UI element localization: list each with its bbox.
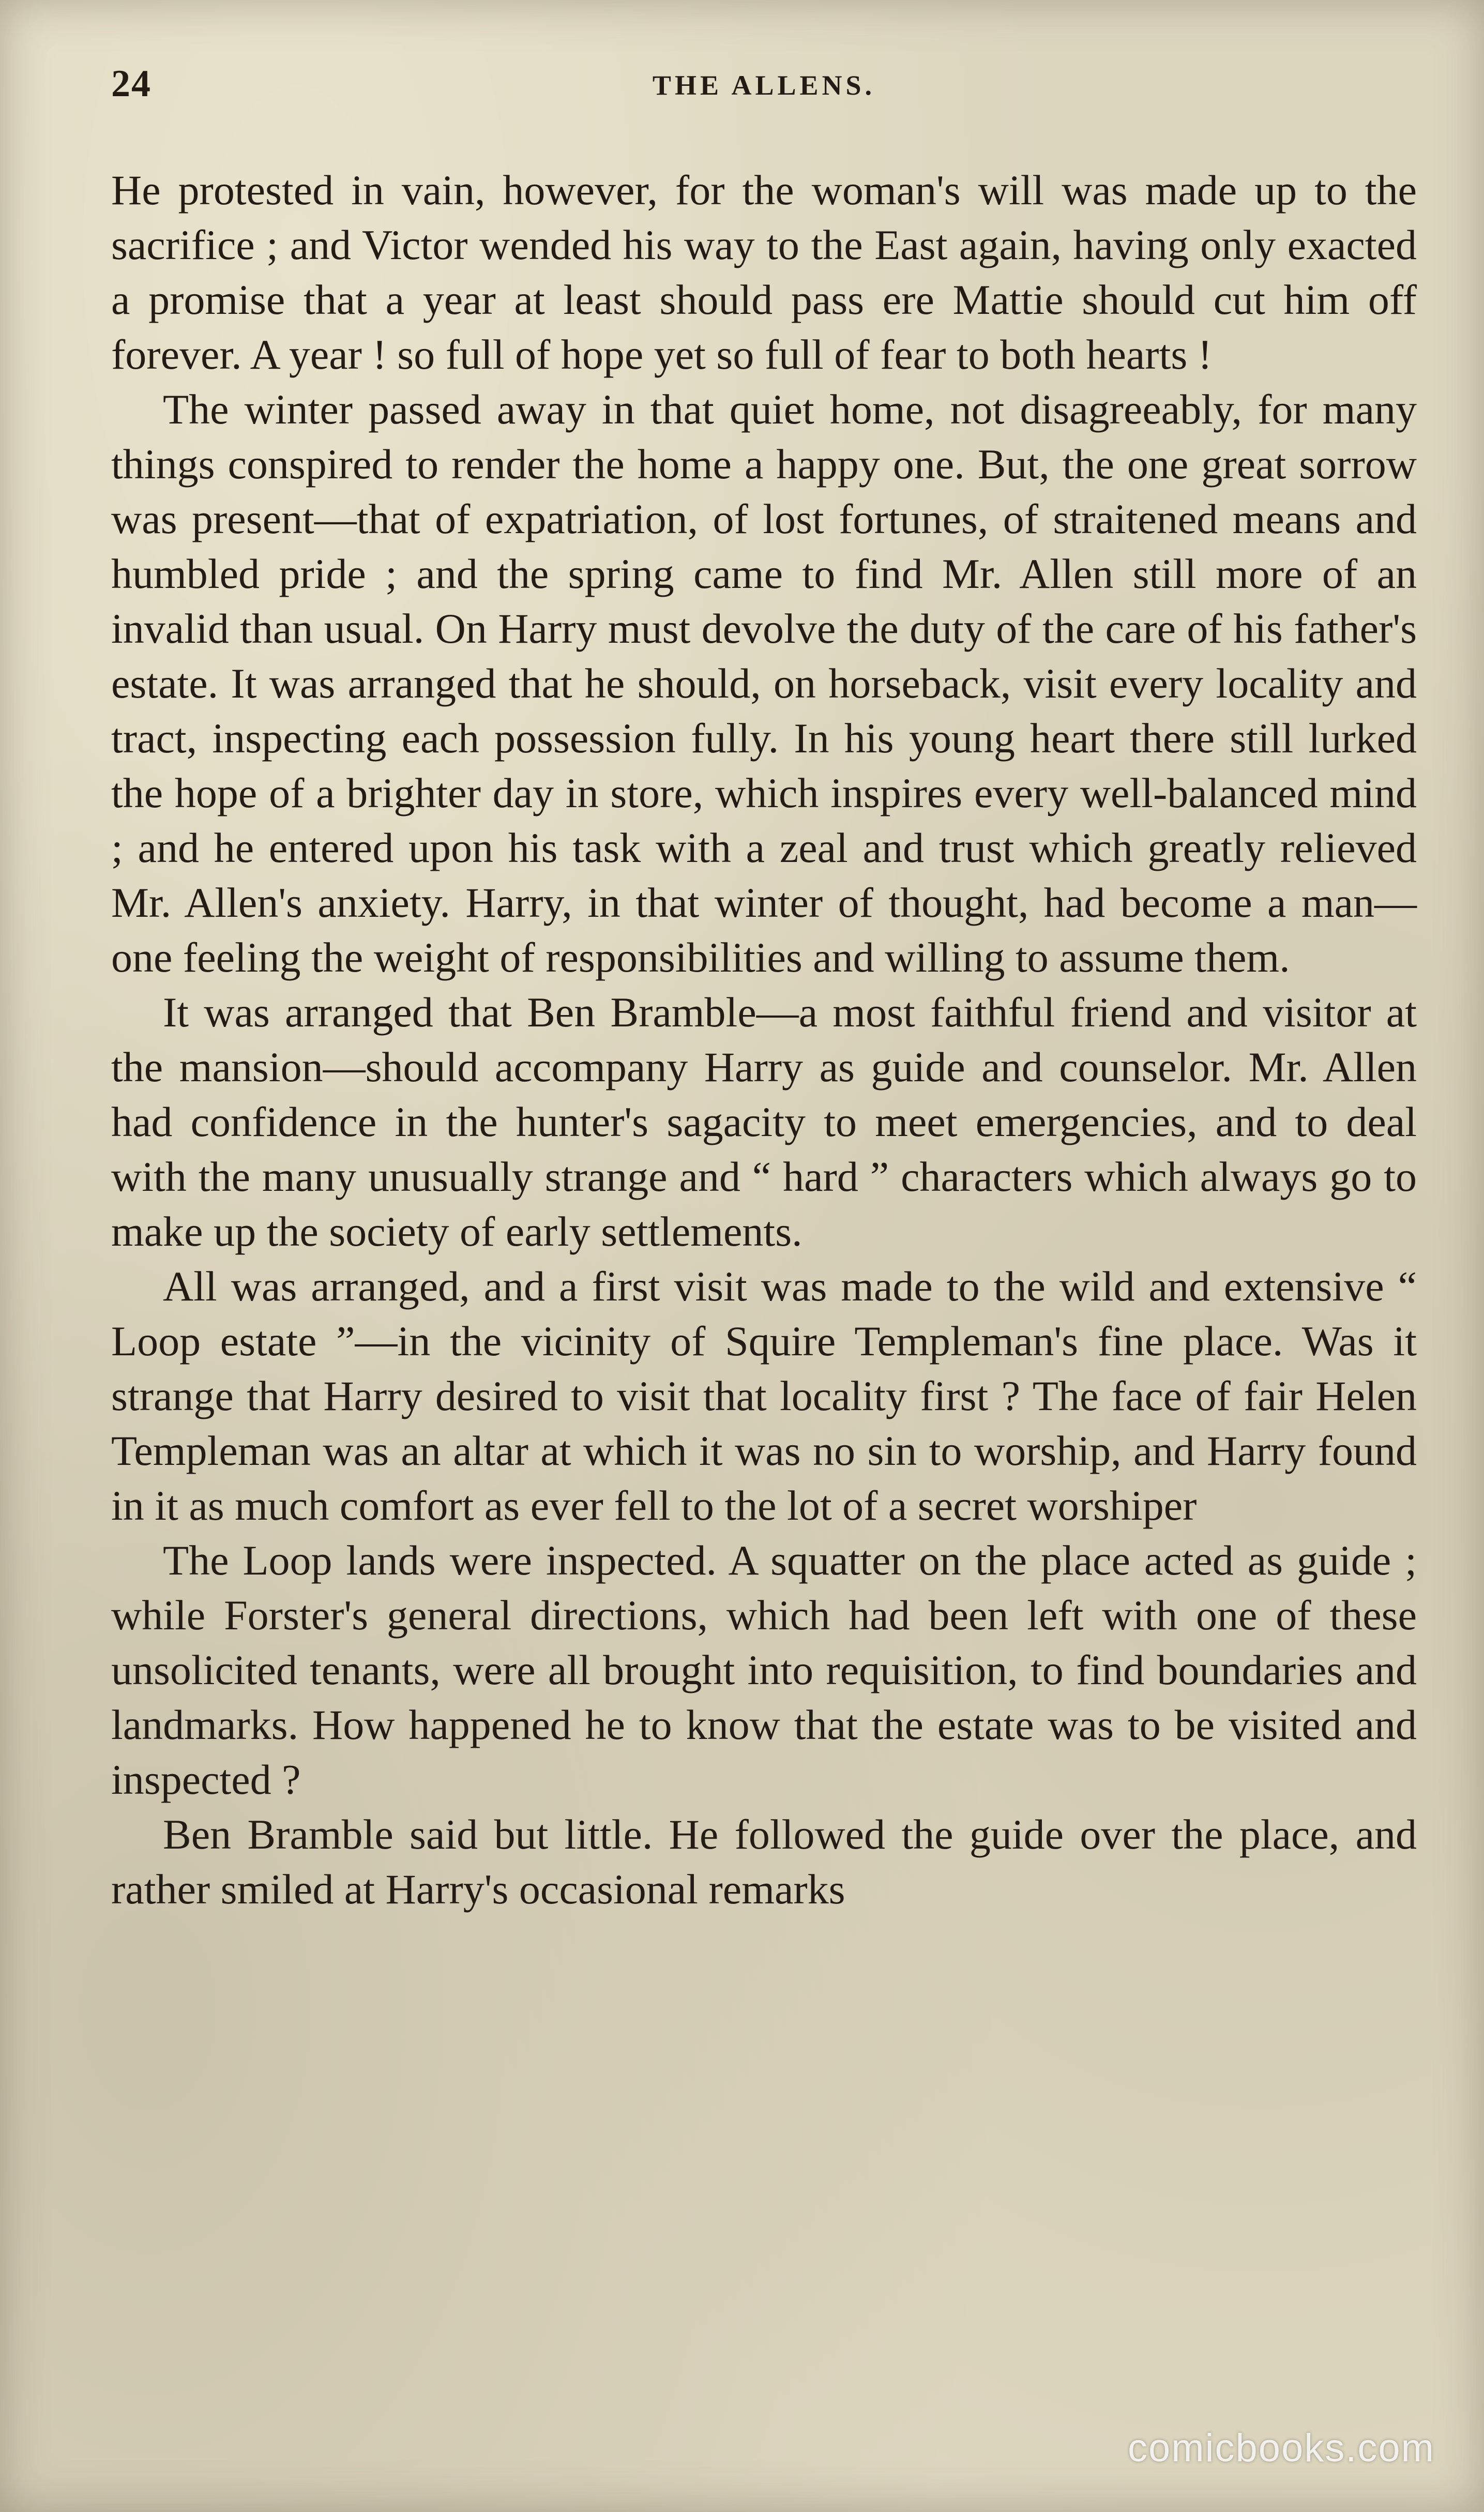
body-text: [111, 163, 1417, 1917]
page-number: 24: [111, 63, 152, 105]
watermark: comicbooks.com: [1128, 2426, 1435, 2470]
paragraph: Ben Bramble said but little. He followed the guide over the place, and rather smiled at Harry's occasional remarks: [111, 1811, 1417, 1913]
paragraph: He protested in vain, however, for the woman's will was made up to the sacrifice ; and Victor wended his way to the East again, having only exacted a promise that a year at least should pass ere Mattie should cut him off forever. A year ! so full of hope yet so full of fear to both hearts !: [111, 167, 1417, 378]
paragraph: It was arranged that Ben Bramble—a most faithful friend and visitor at the mansion—should accompany Harry as guide and counselor. Mr. Allen had confidence in the hunter's sagacity to meet emergencies, and to deal with the many unusually strange and “ hard ” characters which always go to make up the society of early settlements.: [111, 989, 1417, 1255]
paragraph: All was arranged, and a first visit was made to the wild and extensive “ Loop estate ”—in the vicinity of Squire Templeman's fine place. Was it strange that Harry desired to visit that locality first ? The face of fair Helen Templeman was an altar at which it was no sin to worship, and Harry found in it as much comfort as ever fell to the lot of a secret worshiper: [111, 1263, 1417, 1529]
paragraph: The Loop lands were inspected. A squatter on the place acted as guide ; while Forster's general directions, which had been left with one of these unsolicited tenants, were all brought into requisition, to find boundaries and landmarks. How happened he to know that the estate was to be visited and inspected ?: [111, 1537, 1417, 1803]
paragraph: The winter passed away in that quiet home, not disagreeably, for many things conspired to render the home a happy one. But, the one great sorrow was present—that of expatriation, of lost fortunes, of straitened means and humbled pride ; and the spring came to find Mr. Allen still more of an invalid than usual. On Harry must devolve the duty of the care of his father's estate. It was arranged that he should, on horseback, visit every locality and tract, inspecting each possession fully. In his young heart there still lurked the hope of a brighter day in store, which inspires every well-balanced mind ; and he entered upon his task with a zeal and trust which greatly relieved Mr. Allen's anxiety. Harry, in that winter of thought, had become a man—one feeling the weight of responsibilities and willing to assume them.: [111, 386, 1417, 981]
running-head: [111, 62, 1417, 124]
running-title: THE ALLENS.: [652, 70, 876, 101]
